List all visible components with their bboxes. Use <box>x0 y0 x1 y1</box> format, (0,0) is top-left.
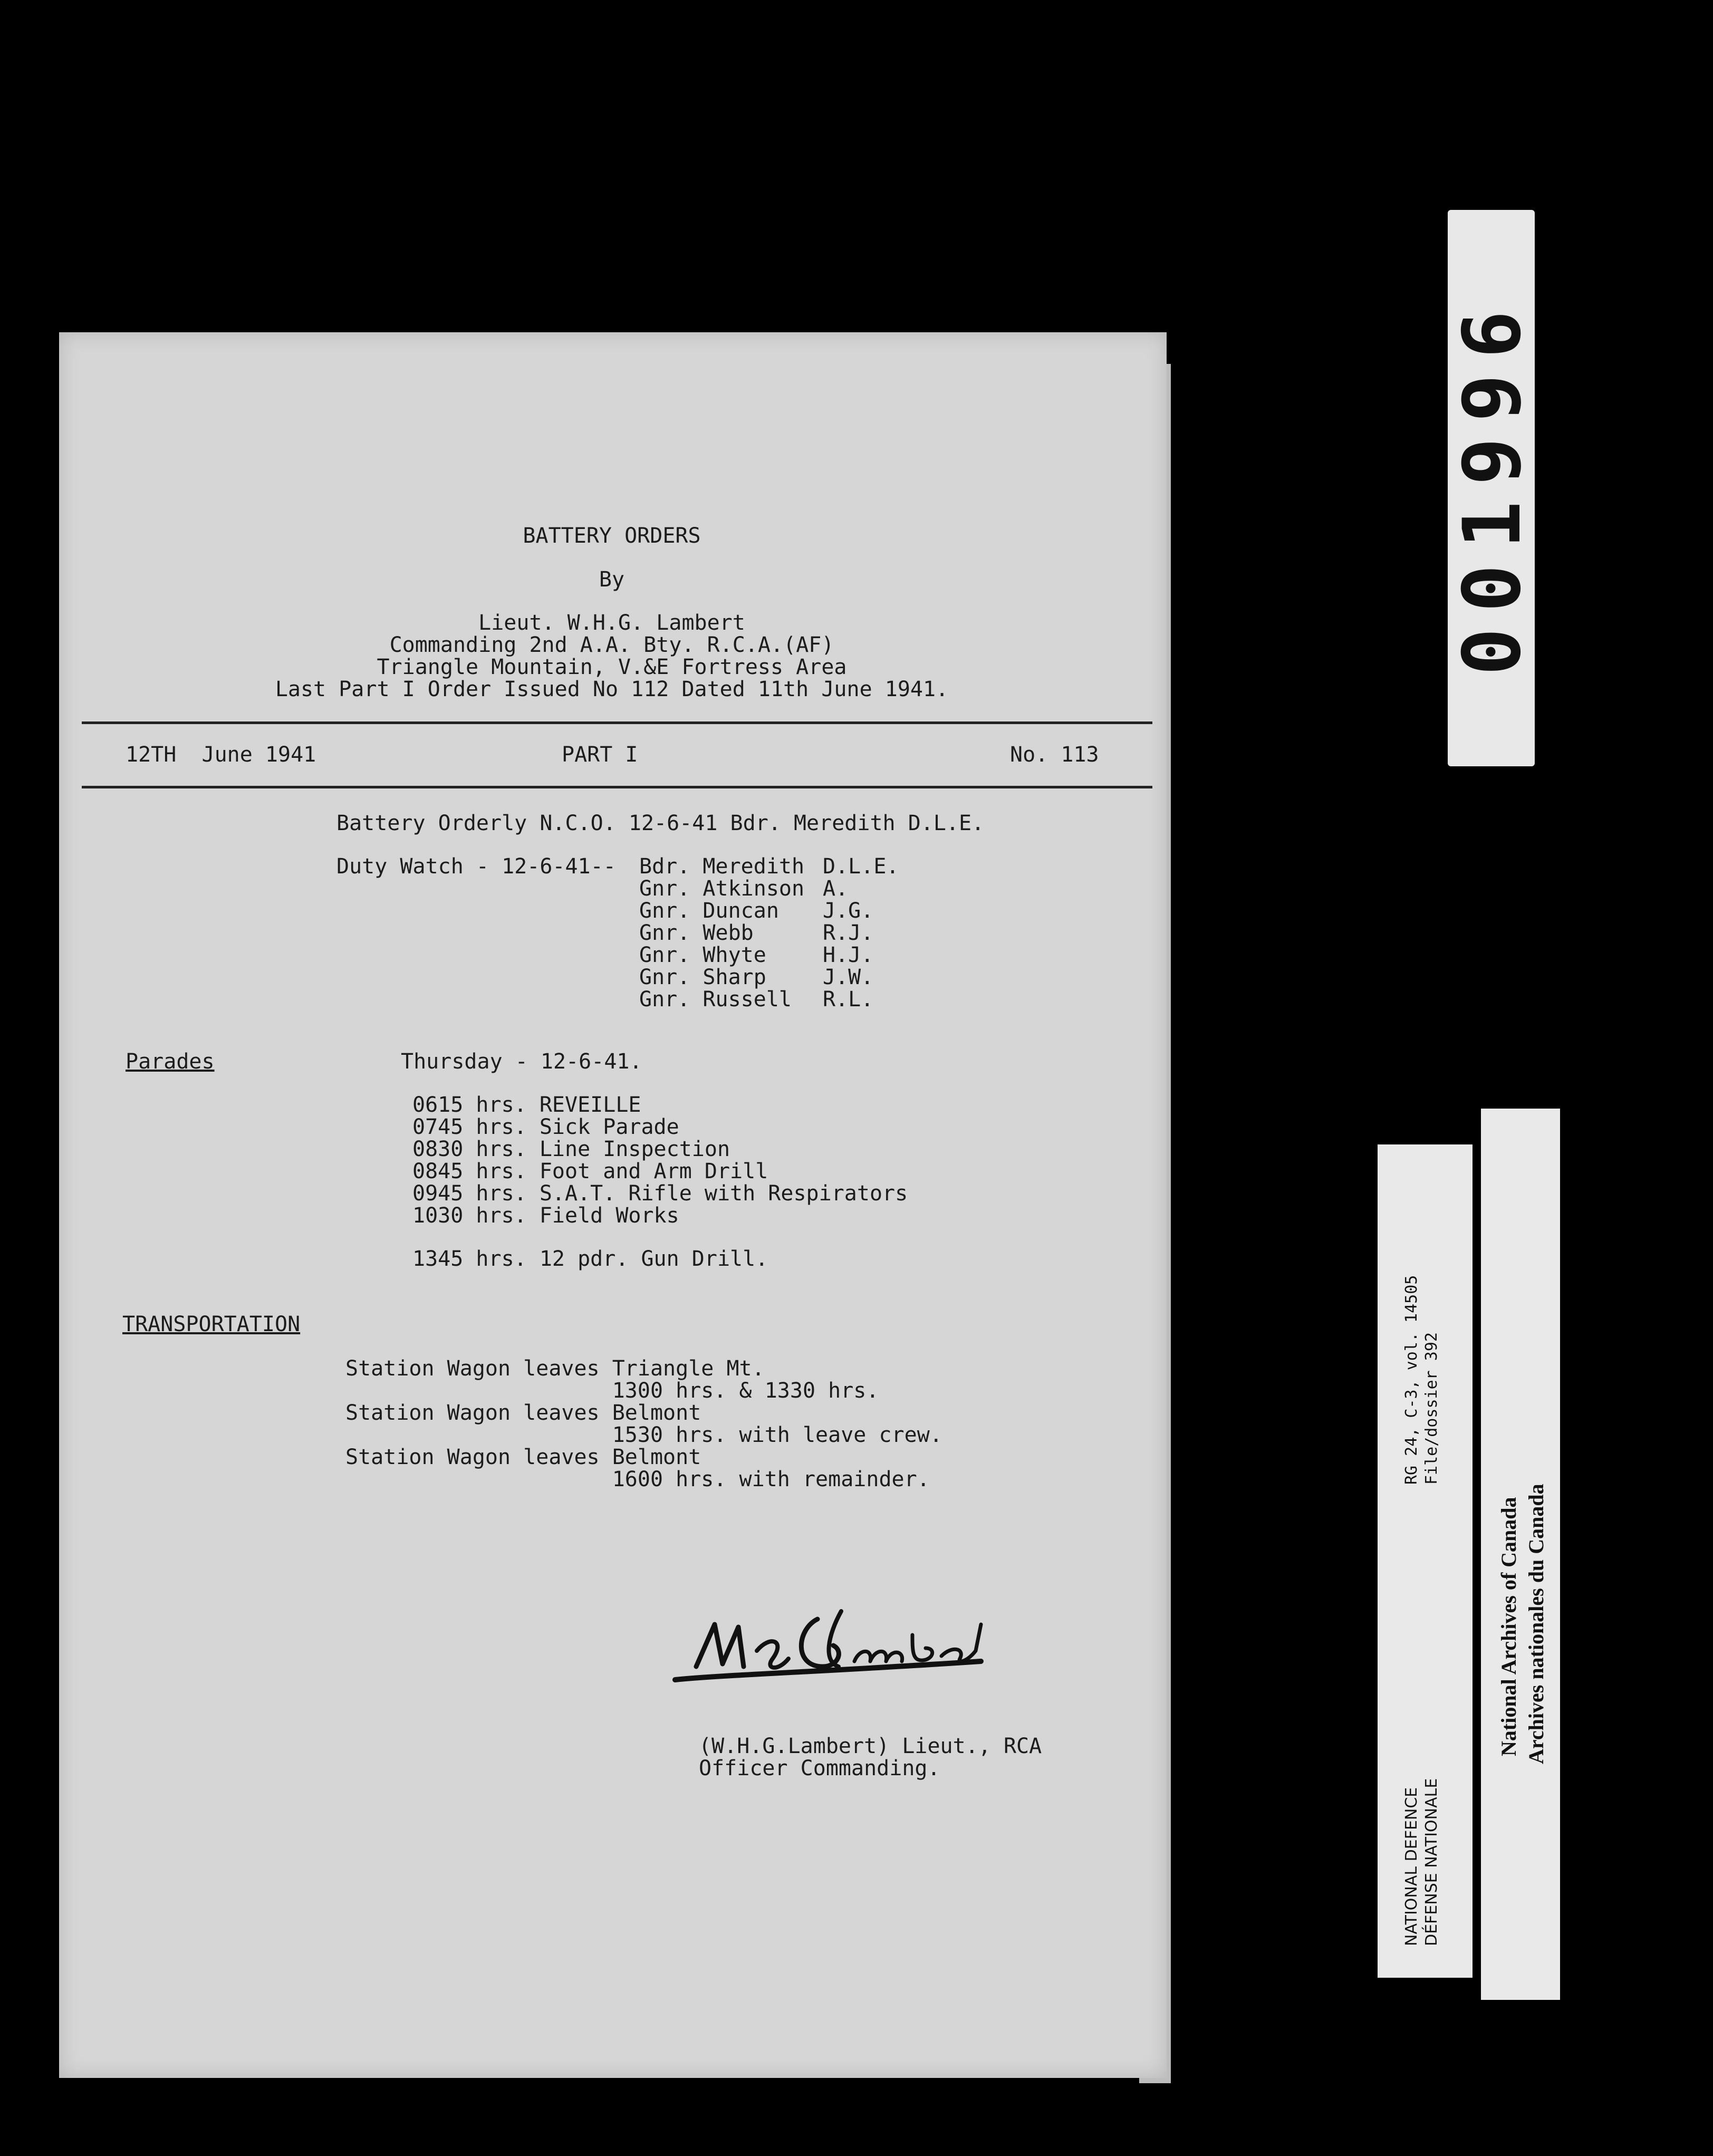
department-english: NATIONAL DEFENCE <box>1402 1787 1421 1946</box>
list-item: 0845 hrs. Foot and Arm Drill <box>412 1159 768 1183</box>
list-item: 1530 hrs. with leave crew. <box>345 1423 942 1447</box>
department-french: DÉFENSE NATIONALE <box>1422 1778 1441 1946</box>
list-item-initials: H.J. <box>823 943 874 967</box>
duty-watch-label: Duty Watch - 12-6-41-- <box>336 854 616 879</box>
signature-name: (W.H.G.Lambert) Lieut., RCA <box>699 1734 1042 1758</box>
list-item-initials: D.L.E. <box>823 854 899 879</box>
parades-day: Thursday - 12-6-41. <box>401 1050 642 1074</box>
list-item: Station Wagon leaves Belmont <box>345 1445 701 1469</box>
list-item: Gnr. Russell <box>639 987 792 1012</box>
orderly-line: Battery Orderly N.C.O. 12-6-41 Bdr. Meredith D.L.E. <box>336 811 985 835</box>
list-item-initials: J.W. <box>823 965 874 989</box>
reference-volume: RG 24, C-3, vol. 14505 <box>1402 1275 1421 1485</box>
reference-file: File/dossier 392 <box>1422 1332 1441 1485</box>
parades-heading: Parades <box>126 1050 215 1074</box>
list-item: 0745 hrs. Sick Parade <box>412 1115 679 1139</box>
list-item: 0945 hrs. S.A.T. Rifle with Respirators <box>412 1181 908 1206</box>
list-item: 1300 hrs. & 1330 hrs. <box>345 1379 879 1403</box>
list-item: Gnr. Whyte <box>639 943 766 967</box>
list-item-initials: R.J. <box>823 921 874 945</box>
list-item: Station Wagon leaves Triangle Mt. <box>345 1356 765 1381</box>
by-line: By <box>599 567 625 592</box>
list-item-initials: A. <box>823 877 849 901</box>
command-line: Commanding 2nd A.A. Bty. R.C.A.(AF) <box>389 633 834 657</box>
transportation-heading: TRANSPORTATION <box>122 1312 301 1336</box>
list-item: 1345 hrs. 12 pdr. Gun Drill. <box>412 1247 768 1271</box>
last-order-line: Last Part I Order Issued No 112 Dated 11th June 1941. <box>275 677 949 701</box>
order-date: 12TH June 1941 <box>126 743 316 767</box>
list-item: 0615 hrs. REVEILLE <box>412 1093 641 1117</box>
list-item: Station Wagon leaves Belmont <box>345 1401 701 1425</box>
officer-line: Lieut. W.H.G. Lambert <box>478 611 745 635</box>
handwritten-signature <box>665 1587 1007 1703</box>
location-line: Triangle Mountain, V.&E Fortress Area <box>377 655 847 679</box>
list-item: 1600 hrs. with remainder. <box>345 1467 930 1491</box>
list-item-initials: J.G. <box>823 899 874 923</box>
list-item: 0830 hrs. Line Inspection <box>412 1137 730 1161</box>
signature-title: Officer Commanding. <box>699 1756 940 1780</box>
archive-number: 001996 <box>1447 295 1538 676</box>
order-number: No. 113 <box>1010 743 1099 767</box>
list-item: Bdr. Meredith <box>639 854 805 879</box>
header-rule <box>82 721 1152 724</box>
list-item: 1030 hrs. Field Works <box>412 1204 679 1228</box>
list-item-initials: R.L. <box>823 987 874 1012</box>
archives-english: National Archives of Canada <box>1497 1497 1520 1756</box>
list-item: Gnr. Sharp <box>639 965 766 989</box>
order-part: PART I <box>562 743 638 767</box>
order-rule <box>82 786 1152 788</box>
document-title: BATTERY ORDERS <box>523 524 701 548</box>
list-item: Gnr. Webb <box>639 921 754 945</box>
archives-french: Archives nationales du Canada <box>1524 1484 1548 1764</box>
list-item: Gnr. Atkinson <box>639 877 805 901</box>
list-item: Gnr. Duncan <box>639 899 779 923</box>
